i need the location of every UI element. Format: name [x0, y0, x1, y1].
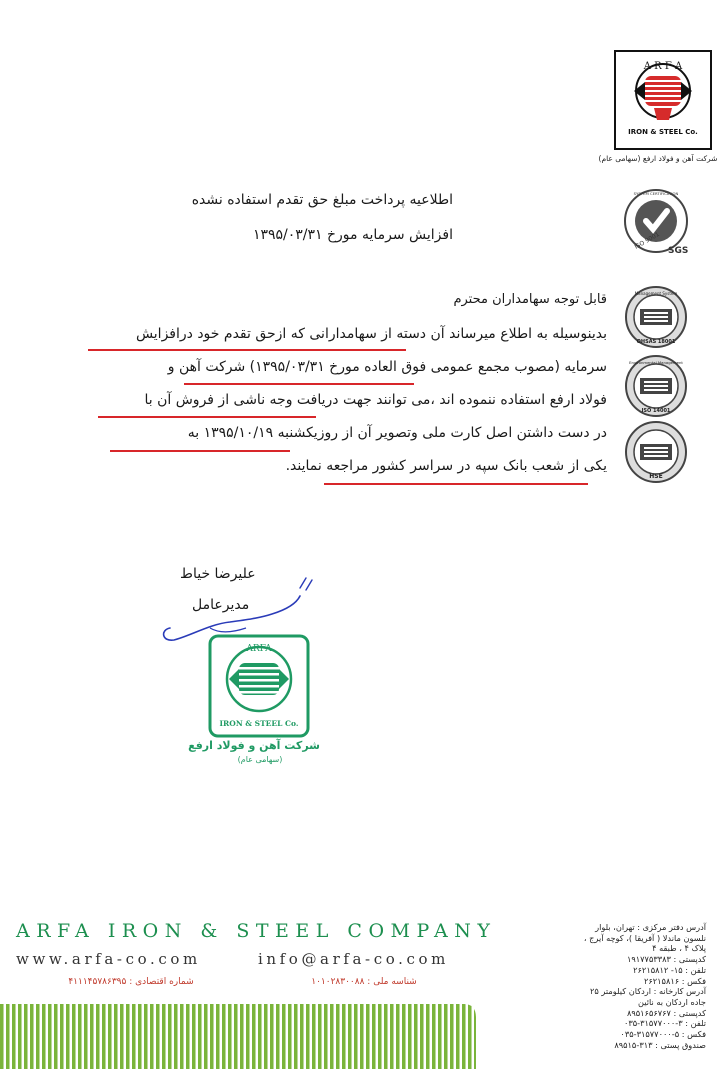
company-logo [614, 50, 712, 150]
hse-label: HSE [649, 473, 663, 480]
stamp-brand: ARFA [246, 644, 272, 654]
signer-name: علیرضا خیاط [180, 566, 256, 582]
underline-4 [110, 450, 290, 452]
iso14001-seal-icon [622, 352, 690, 420]
stamp-company-name: شرکت آهن و فولاد ارفع [188, 739, 320, 752]
salutation: قابل توجه سهامداران محترم [453, 292, 607, 307]
body-line-5: یکی از شعب بانک سپه در سراسر کشور مراجعه نمایند. [285, 458, 607, 474]
hse-seal-icon [622, 418, 690, 486]
footer-website-link[interactable]: www.arfa-co.com [16, 950, 201, 968]
stamp-company-type: (سهامی عام) [237, 755, 283, 764]
logo-brand: A R F A [643, 61, 683, 72]
notice-title: اطلاعیه پرداخت مبلغ حق تقدم استفاده نشده [191, 192, 453, 208]
body-line-1: بدینوسیله به اطلاع میرساند آن دسته از سهامدارانی که ازحق تقدم خود درافزایش [135, 326, 607, 342]
address-line: کدپستی : ۱۹۱۷۷۵۳۳۸۳ [626, 954, 706, 965]
footer-national-id: شناسه ملی : ۱۰۱۰۲۸۳۰۰۸۸ [311, 977, 417, 987]
footer-address-block [556, 922, 706, 1050]
company-stamp [207, 633, 311, 739]
underline-2 [184, 383, 414, 385]
address-line: پلاک ۴ ، طبقه ۴ [652, 943, 706, 954]
underline-1 [88, 349, 406, 351]
ohsas-seal-icon [622, 283, 690, 351]
logo-subtitle: IRON & STEEL Co. [628, 128, 698, 136]
iso9001-seal-icon [622, 187, 690, 255]
body-line-4: در دست داشتن اصل کارت ملی وتصویر آن از روزیکشنبه ۱۳۹۵/۱۰/۱۹ به [187, 425, 607, 441]
address-line: فکس : ۵-۳۱۵۷۷۰۰۰-۰۳۵ [620, 1029, 706, 1040]
address-line: فکس : ۲۶۲۱۵۸۱۶ [643, 975, 706, 986]
address-line: تلفن : ۳-۳۱۵۷۷۰۰۰-۰۳۵ [623, 1018, 706, 1029]
footer-economic-code: شماره اقتصادی : ۴۱۱۱۴۵۷۸۶۳۹۵ [68, 977, 194, 987]
underline-3 [98, 416, 316, 418]
ohsas-badge [622, 283, 690, 351]
address-line: آدرس کارخانه : اردکان کیلومتر ۲۵ [590, 986, 706, 997]
iso14001-badge [622, 352, 690, 420]
arfa-logo-emblem [616, 52, 710, 148]
address-line: نلسون ماندلا ( آفریقا )، کوچه آیرج ، [583, 932, 706, 943]
address-line: صندوق پستی : ۳۱۳-۸۹۵۱۵ [614, 1039, 706, 1050]
footer-green-stripe-band [0, 1004, 476, 1069]
notice-subtitle: افزایش سرمایه مورخ ۱۳۹۵/۰۳/۳۱ [252, 227, 453, 243]
address-line: تلفن : ۱۵- ۲۶۲۱۵۸۱۲ [633, 964, 706, 975]
body-line-3: فولاد ارفع استفاده ننموده اند ،می توانند جهت دریافت وجه ناشی از فروش آن با [144, 392, 607, 408]
signer-title: مدیرعامل [192, 597, 250, 613]
address-line: جاده اردکان به نائین [637, 996, 706, 1007]
footer-company-name: ARFA IRON & STEEL COMPANY [16, 920, 497, 942]
iso9001-badge [622, 187, 690, 255]
address-line: کدپستی : ۸۹۵۱۶۵۶۷۶۷ [626, 1007, 706, 1018]
ohsas-label: OHSAS 18001 [636, 339, 676, 345]
address-line: آدرس دفتر مرکزی : تهران، بلوار [595, 922, 706, 932]
hse-badge [622, 418, 690, 486]
iso14001-label: ISO 14001 [641, 408, 671, 414]
sgs-label: SGS [668, 246, 689, 255]
ohsas-caption: Management System [634, 291, 678, 296]
logo-tagline: شرکت آهن و فولاد ارفع (سهامی عام) [598, 154, 718, 163]
iso9001-label: ISO 9001 [633, 230, 661, 251]
underline-5 [324, 483, 588, 485]
footer-email-link[interactable]: info@arfa-co.com [258, 950, 449, 968]
iso14001-caption: Environmental Management [629, 360, 683, 365]
body-line-2: سرمایه (مصوب مجمع عمومی فوق العاده مورخ ۱۳۹۵/۰۳/۳۱) شرکت آهن و [167, 359, 607, 375]
stamp-subtitle: IRON & STEEL Co. [219, 719, 299, 728]
iso9001-caption: SYSTEM CERTIFICATION [633, 191, 679, 196]
